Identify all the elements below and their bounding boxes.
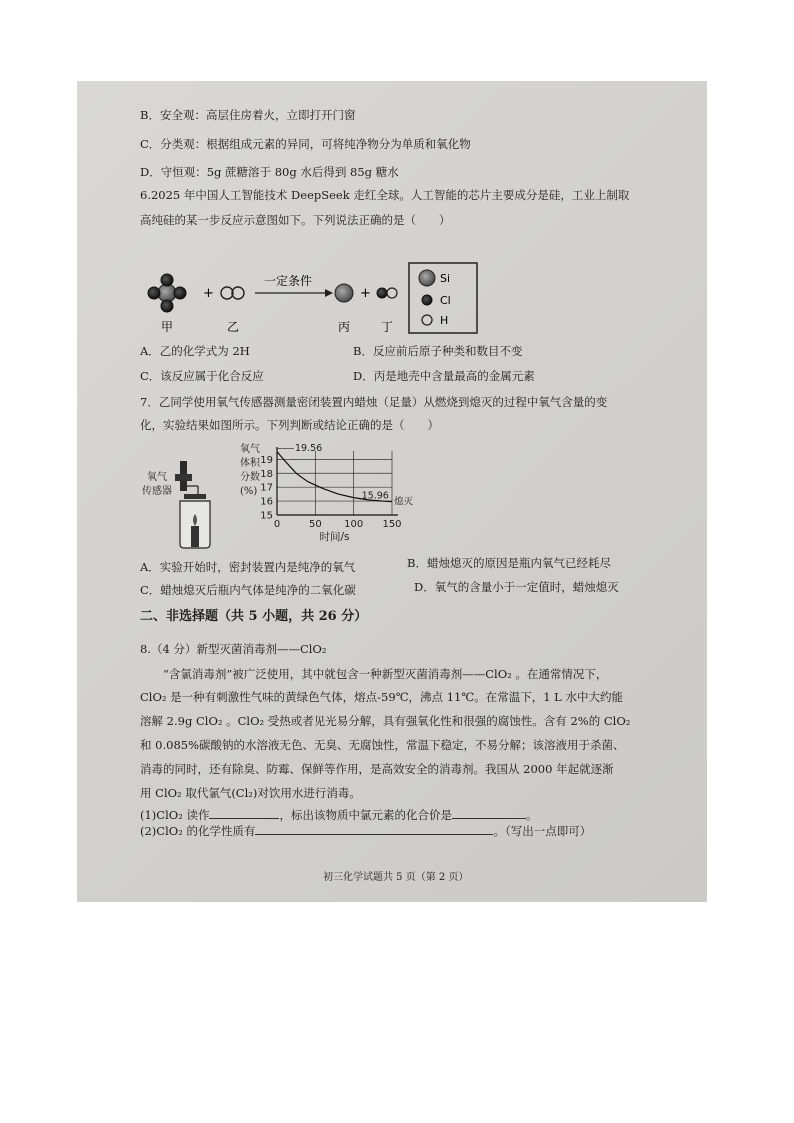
- q8-para-line2: ClO₂ 是一种有刺激性气味的黄绿色气体，熔点-59℃，沸点 11℃。在常温下，1 L 水中大约能: [140, 690, 623, 704]
- q6-stem-line1: 6.2025 年中国人工智能技术 DeepSeek 走红全球。人工智能的芯片主要成分是硅，工业上制取: [140, 188, 630, 202]
- exam-page: [77, 81, 707, 902]
- q8-para-line1: “含氯消毒剂”被广泛使用，其中就包含一种新型灭菌消毒剂——ClO₂ 。在通常情况下，: [163, 667, 608, 681]
- reaction-diagram: [137, 256, 557, 341]
- molecule-jia: [148, 274, 186, 312]
- apparatus-diagram: [172, 456, 217, 551]
- x-tick-label: 50: [308, 519, 322, 530]
- q7-option-b: B．蜡烛熄灭的原因是瓶内氧气已经耗尽: [407, 556, 611, 570]
- chart-ylabel-line4: (%): [240, 486, 258, 497]
- sensor-label-line1: 氧气: [147, 472, 167, 483]
- label-ding: 丁: [381, 320, 394, 334]
- q8-sub2-suffix: 。（写出一点即可）: [493, 824, 592, 838]
- x-tick-label: 150: [382, 519, 402, 530]
- x-tick-label: 100: [344, 519, 364, 530]
- label-bing: 丙: [338, 320, 351, 334]
- q8-para-line4: 和 0.085%碳酸钠的水溶液无色、无臭、无腐蚀性，常温下稳定，不易分解；该溶液用于杀菌、: [140, 738, 625, 752]
- arrow-condition-label: 一定条件: [264, 274, 313, 288]
- q5-option-c: C．分类观：根据组成元素的异同，可将纯净物分为单质和氧化物: [140, 137, 471, 151]
- q7-option-c: C．蜡烛熄灭后瓶内气体是纯净的二氧化碳: [140, 583, 356, 597]
- label-jia: 甲: [161, 320, 174, 334]
- y-tick-label: 15: [260, 510, 273, 522]
- legend-h: H: [440, 314, 449, 327]
- x-axis-label: 时间/s: [319, 531, 350, 543]
- q8-sub1-answer-blank-1[interactable]: [209, 807, 279, 819]
- label-yi: 乙: [227, 320, 240, 334]
- q7-option-a: A．实验开始时，密封装置内是纯净的氧气: [140, 560, 356, 574]
- annotation-end-value: 15.96: [361, 490, 389, 502]
- molecule-yi: [221, 287, 244, 299]
- q8-heading: 8.（4 分）新型灭菌消毒剂——ClO₂: [140, 642, 327, 656]
- plus-sign-1: +: [203, 286, 214, 301]
- chart-ylabel-line2: 体积: [240, 458, 260, 469]
- x-tick-label: 0: [273, 519, 281, 530]
- q8-para-line6: 用 ClO₂ 取代氯气(Cl₂)对饮用水进行消毒。: [140, 786, 361, 800]
- q6-option-b: B．反应前后原子种类和数目不变: [353, 344, 523, 358]
- q8-sub2-prefix: (2)ClO₂ 的化学性质有: [140, 824, 256, 838]
- q6-stem-line2: 高纯硅的某一步反应示意图如下。下列说法正确的是（ ）: [140, 213, 451, 227]
- y-tick-label: 16: [260, 496, 273, 508]
- legend-cl: Cl: [440, 294, 451, 307]
- q8-sub2: [140, 823, 591, 838]
- annotation-start-value: 19.56: [295, 443, 323, 455]
- candle: [191, 526, 199, 547]
- page-footer: 初三化学试题共 5 页（第 2 页）: [323, 872, 469, 883]
- q6-option-c: C．该反应属于化合反应: [140, 369, 264, 383]
- q5-option-d: D．守恒观：5g 蔗糖溶于 80g 水后得到 85g 糖水: [140, 165, 399, 179]
- q7-option-d: D．氧气的含量小于一定值时，蜡烛熄灭: [414, 580, 619, 594]
- sensor-label-line2: 传感器: [142, 486, 172, 497]
- y-tick-label: 18: [260, 468, 273, 480]
- plus-sign-2: +: [360, 286, 371, 301]
- q8-sub1-end: 。: [525, 808, 538, 822]
- chart-ylabel-line3: 分数: [240, 472, 260, 483]
- q8-sub1-prefix: (1)ClO₂ 读作: [140, 808, 210, 822]
- oxygen-chart: [252, 443, 432, 543]
- molecule-bing: [335, 284, 353, 302]
- legend-si: Si: [440, 272, 451, 285]
- q8-sub1-answer-blank-2[interactable]: [452, 807, 526, 819]
- q8-sub1-middle: ，标出该物质中氯元素的化合价是: [279, 808, 452, 822]
- molecule-ding: [377, 288, 397, 298]
- q8-sub2-answer-blank[interactable]: [255, 823, 493, 835]
- q6-option-a: A．乙的化学式为 2H: [140, 344, 250, 358]
- section-2-title: 二、非选择题（共 5 小题，共 26 分）: [140, 609, 368, 624]
- q8-para-line5: 消毒的同时，还有除臭、防霉、保鲜等作用，是高效安全的消毒剂。我国从 2000 年起就逐渐: [140, 762, 614, 776]
- q7-stem-line1: 7．乙同学使用氧气传感器测量密闭装置内蜡烛（足量）从燃烧到熄灭的过程中氧气含量的变: [140, 395, 608, 409]
- q7-stem-line2: 化，实验结果如图所示。下列判断或结论正确的是（ ）: [140, 418, 439, 432]
- chart-ylabel-line1: 氧气: [240, 444, 260, 455]
- annotation-extinguished: 熄灭: [394, 496, 414, 508]
- y-tick-label: 17: [260, 482, 273, 494]
- q6-option-d: D．丙是地壳中含量最高的金属元素: [353, 369, 535, 383]
- q8-sub1: [140, 807, 537, 822]
- y-tick-label: 19: [260, 454, 273, 466]
- q8-para-line3: 溶解 2.9g ClO₂ 。ClO₂ 受热或者见光易分解，具有强氧化性和很强的腐蚀性。含有 2%的 ClO₂: [140, 714, 631, 728]
- q5-option-b: B．安全观：高层住房着火，立即打开门窗: [140, 108, 356, 122]
